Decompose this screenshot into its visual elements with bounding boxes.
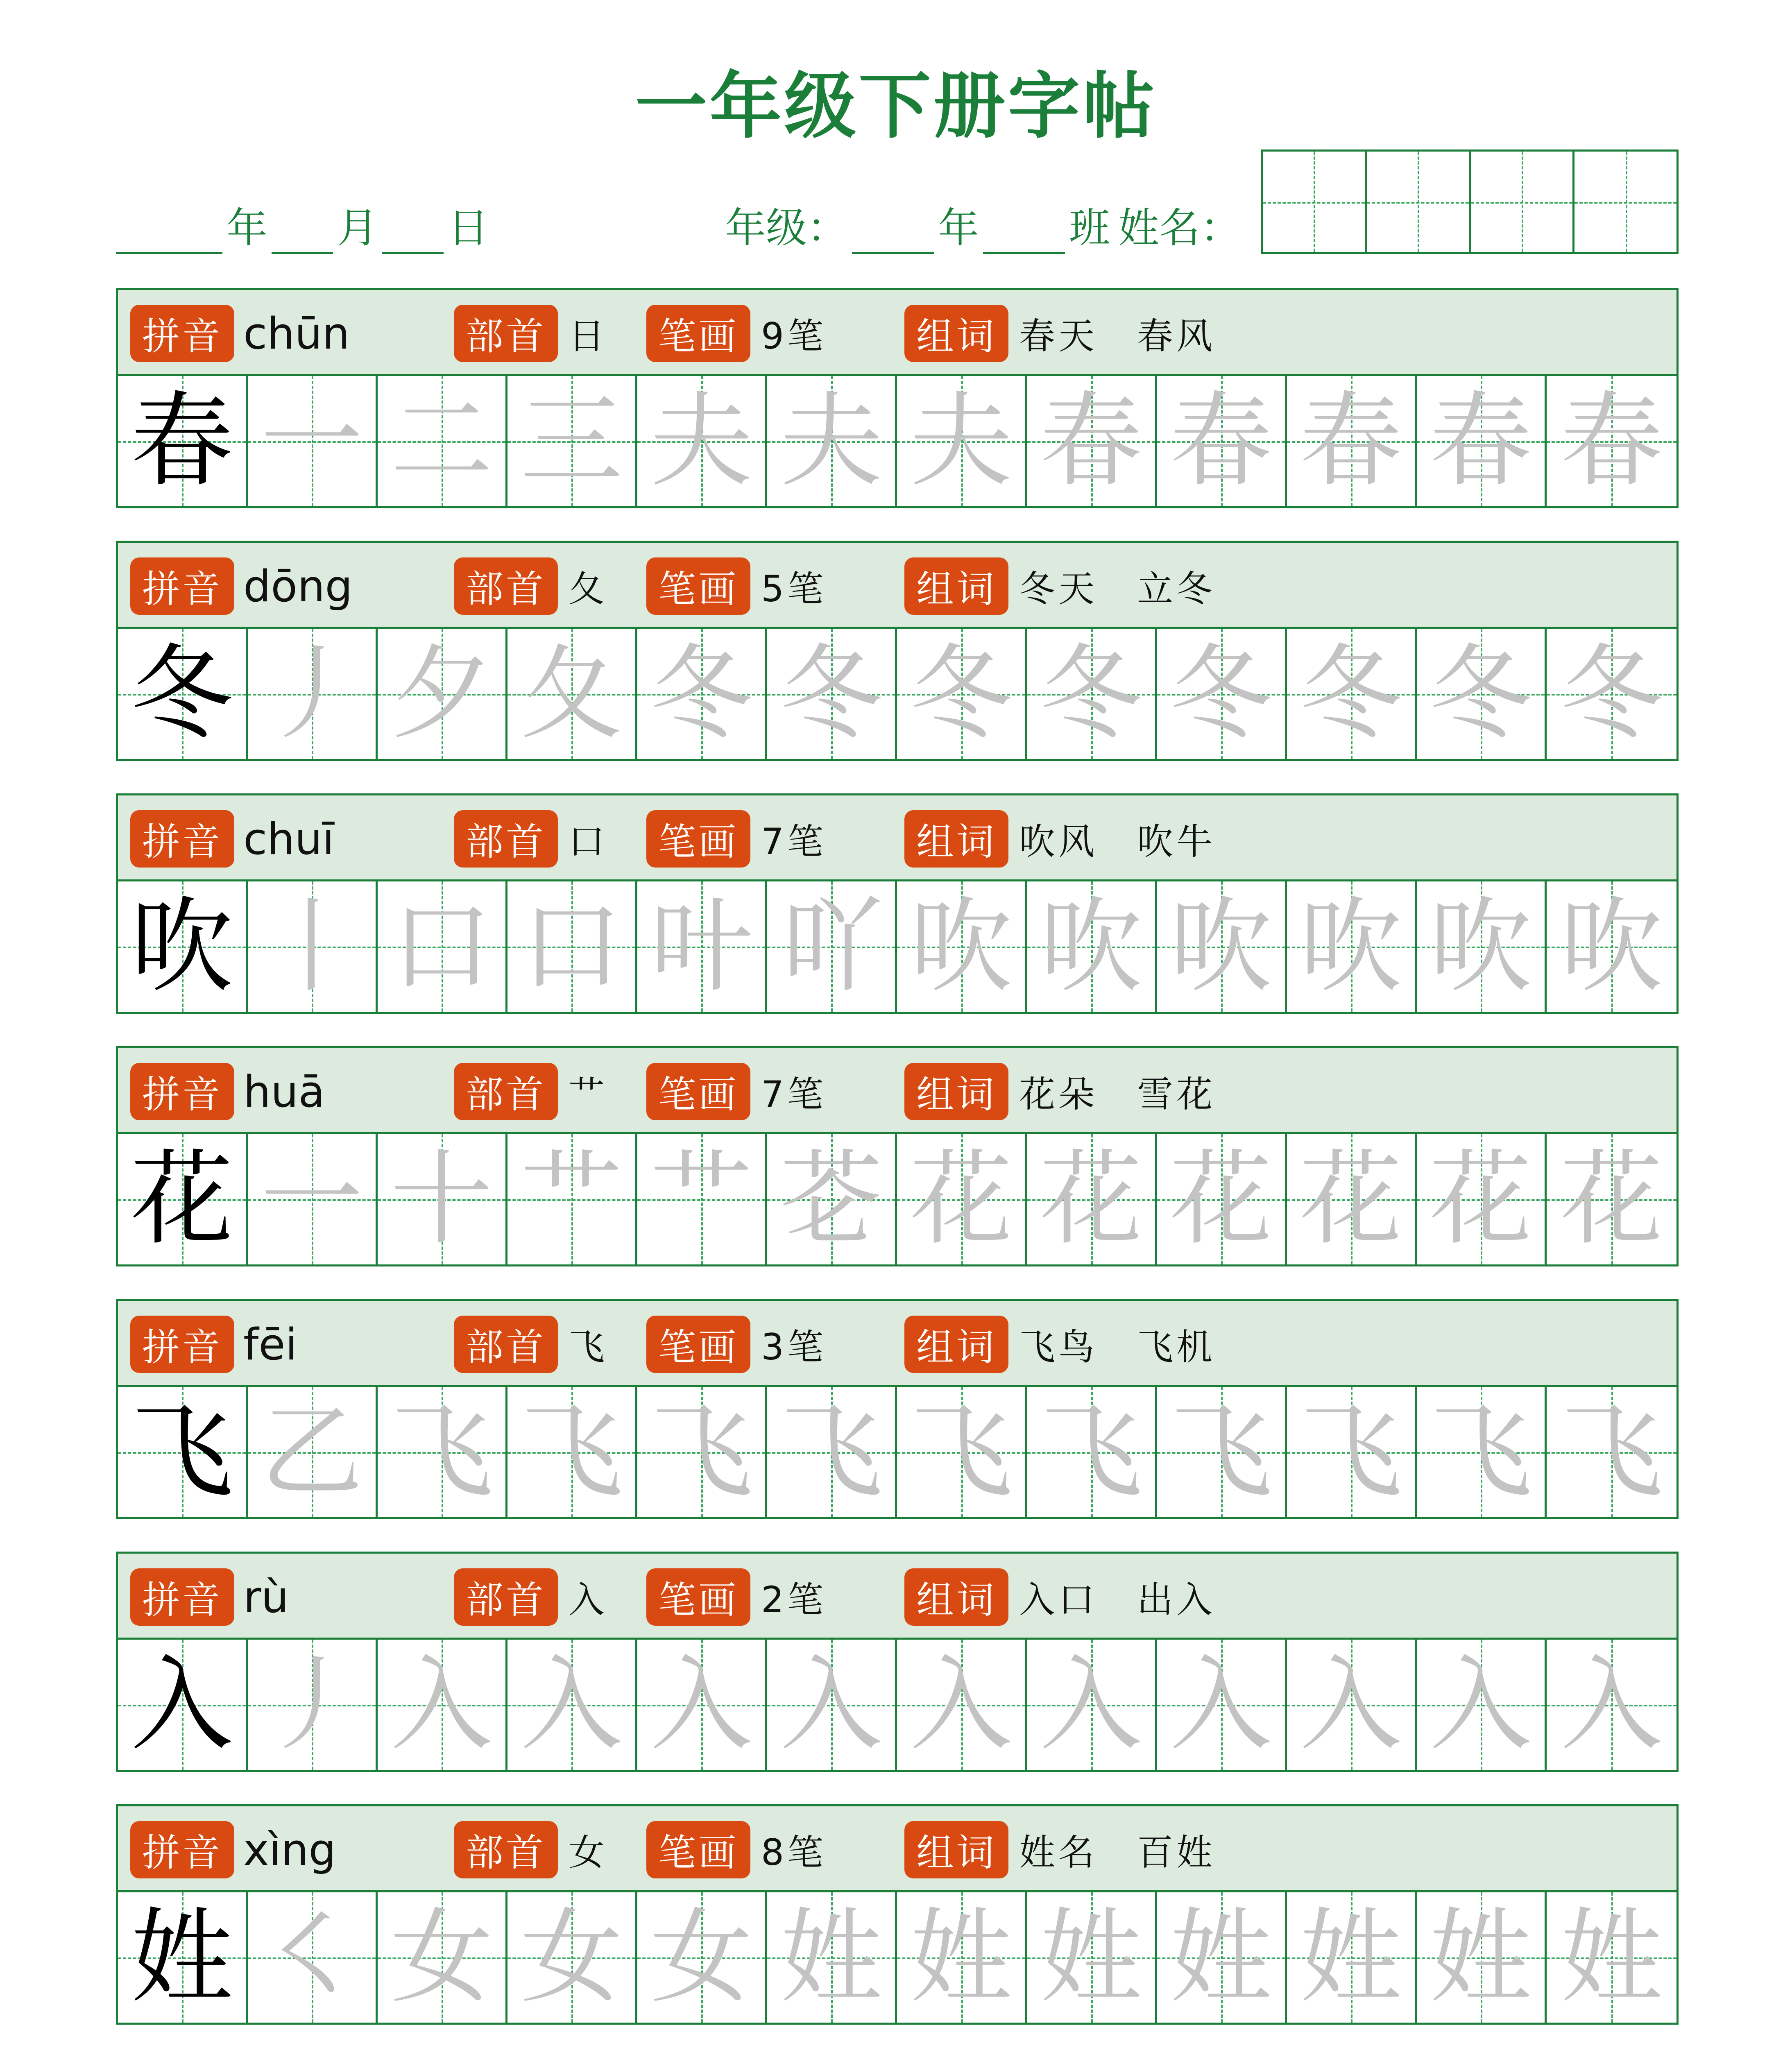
trace-stroke-character: 入 bbox=[390, 1645, 493, 1764]
trace-stroke-character: 冬 bbox=[1169, 634, 1272, 753]
trace-cell[interactable] bbox=[248, 1134, 378, 1264]
trace-stroke-character: 冬 bbox=[1560, 634, 1663, 753]
trace-stroke-character: 芲 bbox=[780, 1140, 883, 1259]
trace-stroke-character: 飞 bbox=[1560, 1392, 1663, 1511]
trace-stroke-character: 冬 bbox=[650, 634, 753, 753]
strokes-value: 7笔 bbox=[761, 820, 827, 863]
trace-stroke-character: 姓 bbox=[1560, 1898, 1663, 2017]
practice-block bbox=[116, 1299, 1679, 1519]
practice-header bbox=[118, 1301, 1676, 1387]
trace-stroke-character: 夕 bbox=[390, 634, 493, 753]
trace-stroke-character: 冬 bbox=[910, 634, 1013, 753]
trace-stroke-character: 姓 bbox=[1429, 1898, 1532, 2017]
trace-cell[interactable] bbox=[767, 881, 897, 1012]
pinyin-tag: 拼音 bbox=[130, 557, 234, 615]
trace-cell[interactable] bbox=[767, 1892, 897, 2023]
trace-stroke-character: 乙 bbox=[261, 1392, 363, 1511]
strokes-value: 8笔 bbox=[761, 1831, 827, 1874]
trace-stroke-character: 入 bbox=[1560, 1645, 1663, 1764]
trace-stroke-character: 女 bbox=[520, 1898, 623, 2017]
radical-tag: 部首 bbox=[454, 305, 558, 362]
trace-stroke-character: 飞 bbox=[910, 1392, 1013, 1511]
trace-stroke-character: 夫 bbox=[910, 381, 1013, 501]
date-line bbox=[116, 193, 493, 254]
words-tag: 组词 bbox=[904, 1568, 1008, 1626]
trace-stroke-character: 花 bbox=[1169, 1140, 1272, 1259]
trace-cell[interactable] bbox=[507, 629, 637, 759]
trace-cell[interactable] bbox=[767, 376, 897, 506]
words-value: 吹风 吹牛 bbox=[1019, 820, 1216, 863]
practice-block bbox=[116, 288, 1679, 508]
strokes-value: 3笔 bbox=[761, 1326, 827, 1368]
trace-stroke-character: 花 bbox=[910, 1140, 1013, 1259]
trace-stroke-character: 春 bbox=[1169, 381, 1272, 501]
trace-stroke-character: 吹 bbox=[1299, 887, 1402, 1006]
strokes-value: 2笔 bbox=[761, 1579, 827, 1621]
practice-block bbox=[116, 1046, 1679, 1266]
trace-stroke-character: ㇛ bbox=[261, 1898, 363, 2017]
trace-cell[interactable] bbox=[1027, 376, 1157, 506]
trace-stroke-character: 花 bbox=[1560, 1140, 1663, 1259]
name-cell[interactable] bbox=[1471, 152, 1575, 252]
pinyin-tag: 拼音 bbox=[130, 1063, 234, 1120]
radical-tag: 部首 bbox=[454, 1568, 558, 1626]
trace-cell[interactable] bbox=[637, 376, 767, 506]
trace-stroke-character: 口 bbox=[390, 887, 493, 1006]
strokes-value: 7笔 bbox=[761, 1073, 827, 1115]
trace-stroke-character: 飞 bbox=[1429, 1392, 1532, 1511]
class-blank[interactable] bbox=[983, 215, 1065, 254]
strokes-tag: 笔画 bbox=[646, 1568, 750, 1626]
trace-stroke-character: 飞 bbox=[1299, 1392, 1402, 1511]
trace-cell[interactable] bbox=[248, 1892, 378, 2023]
model-character-cell bbox=[118, 881, 248, 1012]
pinyin-tag: 拼音 bbox=[130, 1821, 234, 1878]
trace-stroke-character: 丿 bbox=[261, 1645, 363, 1764]
trace-stroke-character: 花 bbox=[1429, 1140, 1532, 1259]
trace-cell[interactable] bbox=[1157, 629, 1287, 759]
trace-cell[interactable] bbox=[507, 376, 637, 506]
radical-tag: 部首 bbox=[454, 1821, 558, 1878]
model-character: 花 bbox=[131, 1140, 233, 1259]
trace-stroke-character: 夫 bbox=[650, 381, 753, 501]
day-label: 日 bbox=[448, 204, 489, 252]
model-character: 春 bbox=[131, 381, 233, 501]
trace-cell[interactable] bbox=[1027, 1387, 1157, 1517]
trace-stroke-character: 姓 bbox=[780, 1898, 883, 2017]
trace-cell[interactable] bbox=[1547, 376, 1676, 506]
trace-cell[interactable] bbox=[507, 1892, 637, 2023]
model-character-cell bbox=[118, 1892, 248, 2023]
trace-cell[interactable] bbox=[1417, 881, 1547, 1012]
trace-stroke-character: 姓 bbox=[1169, 1898, 1272, 2017]
trace-cell[interactable] bbox=[1157, 376, 1287, 506]
practice-header bbox=[118, 1806, 1676, 1892]
pinyin-tag: 拼音 bbox=[130, 810, 234, 868]
trace-cell[interactable] bbox=[378, 376, 507, 506]
year-blank[interactable] bbox=[116, 215, 222, 254]
practice-block bbox=[116, 541, 1679, 761]
trace-stroke-character: 飞 bbox=[1169, 1392, 1272, 1511]
trace-cell[interactable] bbox=[378, 1892, 507, 2023]
pinyin-tag: 拼音 bbox=[130, 305, 234, 362]
model-character: 入 bbox=[131, 1645, 233, 1764]
trace-cell[interactable] bbox=[248, 1387, 378, 1517]
radical-value: 女 bbox=[569, 1831, 608, 1874]
trace-stroke-character: 丿 bbox=[261, 634, 363, 753]
trace-stroke-character: 吹 bbox=[910, 887, 1013, 1006]
strokes-tag: 笔画 bbox=[646, 1821, 750, 1878]
strokes-tag: 笔画 bbox=[646, 1316, 750, 1373]
pinyin-value: chuī bbox=[243, 813, 335, 864]
trace-stroke-character: 冬 bbox=[1429, 634, 1532, 753]
writing-grid-row bbox=[118, 1387, 1676, 1517]
strokes-value: 9笔 bbox=[761, 315, 827, 357]
trace-cell[interactable] bbox=[378, 1134, 507, 1264]
trace-cell[interactable] bbox=[507, 881, 637, 1012]
trace-cell[interactable] bbox=[1547, 881, 1676, 1012]
radical-tag: 部首 bbox=[454, 1063, 558, 1120]
trace-stroke-character: 飞 bbox=[780, 1392, 883, 1511]
trace-cell[interactable] bbox=[1547, 1387, 1676, 1517]
trace-cell[interactable] bbox=[378, 629, 507, 759]
practice-header bbox=[118, 543, 1676, 629]
trace-stroke-character: 花 bbox=[1040, 1140, 1142, 1259]
trace-cell[interactable] bbox=[637, 1892, 767, 2023]
practice-header bbox=[118, 795, 1676, 881]
writing-grid-row bbox=[118, 881, 1676, 1012]
trace-cell[interactable] bbox=[248, 376, 378, 506]
strokes-tag: 笔画 bbox=[646, 557, 750, 615]
pinyin-tag: 拼音 bbox=[130, 1316, 234, 1373]
pinyin-value: chūn bbox=[243, 308, 350, 359]
class-label: 班 bbox=[1069, 204, 1110, 252]
model-character-cell bbox=[118, 629, 248, 759]
trace-cell[interactable] bbox=[1157, 1387, 1287, 1517]
trace-stroke-character: 春 bbox=[1429, 381, 1532, 501]
month-label: 月 bbox=[337, 204, 378, 252]
trace-stroke-character: 冬 bbox=[1299, 634, 1402, 753]
pinyin-value: dōng bbox=[243, 561, 353, 612]
trace-stroke-character: 姓 bbox=[1040, 1898, 1142, 2017]
trace-cell[interactable] bbox=[897, 629, 1027, 759]
trace-cell[interactable] bbox=[767, 1640, 897, 1770]
trace-stroke-character: 入 bbox=[1429, 1645, 1532, 1764]
trace-cell[interactable] bbox=[637, 881, 767, 1012]
radical-value: 日 bbox=[569, 315, 608, 357]
name-cell[interactable] bbox=[1575, 152, 1676, 252]
trace-cell[interactable] bbox=[248, 1640, 378, 1770]
strokes-tag: 笔画 bbox=[646, 305, 750, 362]
trace-cell[interactable] bbox=[767, 629, 897, 759]
name-cell[interactable] bbox=[1263, 152, 1367, 252]
trace-cell[interactable] bbox=[1417, 629, 1547, 759]
practice-header bbox=[118, 1554, 1676, 1640]
trace-cell[interactable] bbox=[1547, 1892, 1676, 2023]
words-tag: 组词 bbox=[904, 1063, 1008, 1120]
trace-cell[interactable] bbox=[897, 376, 1027, 506]
trace-cell[interactable] bbox=[1157, 881, 1287, 1012]
trace-stroke-character: 吹 bbox=[1560, 887, 1663, 1006]
trace-stroke-character: 一 bbox=[261, 1140, 363, 1259]
words-tag: 组词 bbox=[904, 1316, 1008, 1373]
grade-label: 年级： bbox=[725, 204, 848, 252]
trace-cell[interactable] bbox=[637, 629, 767, 759]
trace-cell[interactable] bbox=[378, 1387, 507, 1517]
trace-stroke-character: 冬 bbox=[1040, 634, 1142, 753]
radical-value: 口 bbox=[569, 820, 608, 863]
practice-header bbox=[118, 1048, 1676, 1134]
trace-cell[interactable] bbox=[1157, 1640, 1287, 1770]
trace-stroke-character: 艹 bbox=[520, 1140, 623, 1259]
trace-stroke-character: 冬 bbox=[780, 634, 883, 753]
pinyin-tag: 拼音 bbox=[130, 1568, 234, 1626]
trace-cell[interactable] bbox=[1157, 1892, 1287, 2023]
model-character-cell bbox=[118, 376, 248, 506]
model-character-cell bbox=[118, 1640, 248, 1770]
model-character-cell bbox=[118, 1134, 248, 1264]
trace-cell[interactable] bbox=[1027, 1134, 1157, 1264]
trace-cell[interactable] bbox=[1027, 629, 1157, 759]
trace-cell[interactable] bbox=[1417, 1134, 1547, 1264]
model-character-cell bbox=[118, 1387, 248, 1517]
trace-stroke-character: 夂 bbox=[520, 634, 623, 753]
words-value: 姓名 百姓 bbox=[1019, 1831, 1216, 1874]
trace-cell[interactable] bbox=[1287, 1640, 1417, 1770]
strokes-tag: 笔画 bbox=[646, 810, 750, 868]
trace-stroke-character: 吹 bbox=[1429, 887, 1532, 1006]
name-label: 姓名： bbox=[1118, 204, 1241, 252]
trace-cell[interactable] bbox=[1417, 1640, 1547, 1770]
trace-stroke-character: 二 bbox=[390, 381, 493, 501]
trace-cell[interactable] bbox=[1027, 881, 1157, 1012]
trace-cell[interactable] bbox=[1287, 376, 1417, 506]
practice-block bbox=[116, 1804, 1679, 2025]
writing-grid-row bbox=[118, 629, 1676, 759]
trace-cell[interactable] bbox=[1547, 1640, 1676, 1770]
writing-grid-row bbox=[118, 1892, 1676, 2023]
trace-cell[interactable] bbox=[248, 629, 378, 759]
radical-tag: 部首 bbox=[454, 557, 558, 615]
words-tag: 组词 bbox=[904, 557, 1008, 615]
trace-stroke-character: 飞 bbox=[520, 1392, 623, 1511]
writing-grid-row bbox=[118, 376, 1676, 506]
radical-value: 入 bbox=[569, 1579, 608, 1621]
trace-cell[interactable] bbox=[378, 1640, 507, 1770]
words-value: 飞鸟 飞机 bbox=[1019, 1326, 1216, 1368]
trace-stroke-character: 女 bbox=[390, 1898, 493, 2017]
trace-cell[interactable] bbox=[378, 881, 507, 1012]
trace-stroke-character: 飞 bbox=[650, 1392, 753, 1511]
pinyin-value: xìng bbox=[243, 1824, 336, 1875]
trace-cell[interactable] bbox=[1547, 629, 1676, 759]
pinyin-value: rù bbox=[243, 1572, 289, 1622]
trace-stroke-character: 姓 bbox=[1299, 1898, 1402, 2017]
trace-cell[interactable] bbox=[897, 881, 1027, 1012]
trace-stroke-character: 一 bbox=[261, 381, 363, 501]
words-value: 入口 出入 bbox=[1019, 1579, 1216, 1621]
grade-year-label: 年 bbox=[938, 204, 979, 252]
trace-cell[interactable] bbox=[507, 1387, 637, 1517]
trace-stroke-character: 飞 bbox=[390, 1392, 493, 1511]
grade-line bbox=[721, 193, 1245, 254]
trace-stroke-character: 入 bbox=[520, 1645, 623, 1764]
pinyin-value: fēi bbox=[243, 1319, 297, 1370]
model-character: 吹 bbox=[131, 887, 233, 1006]
trace-cell[interactable] bbox=[1157, 1134, 1287, 1264]
month-blank[interactable] bbox=[272, 215, 333, 254]
name-writing-grid[interactable] bbox=[1261, 150, 1679, 254]
trace-cell[interactable] bbox=[1287, 1892, 1417, 2023]
pinyin-value: huā bbox=[243, 1066, 325, 1117]
model-character: 姓 bbox=[131, 1898, 233, 2017]
trace-cell[interactable] bbox=[1417, 376, 1547, 506]
page-title: 一年级下册字帖 bbox=[635, 64, 1157, 148]
trace-stroke-character: 春 bbox=[1560, 381, 1663, 501]
trace-cell[interactable] bbox=[767, 1134, 897, 1264]
trace-cell[interactable] bbox=[1287, 629, 1417, 759]
trace-stroke-character: 吹 bbox=[1169, 887, 1272, 1006]
radical-value: 夂 bbox=[569, 568, 608, 610]
trace-cell[interactable] bbox=[897, 1892, 1027, 2023]
trace-stroke-character: 吖 bbox=[780, 887, 883, 1006]
trace-stroke-character: 入 bbox=[650, 1645, 753, 1764]
trace-cell[interactable] bbox=[637, 1134, 767, 1264]
trace-stroke-character: 艹 bbox=[650, 1140, 753, 1259]
trace-cell[interactable] bbox=[637, 1640, 767, 1770]
radical-value: 艹 bbox=[569, 1073, 608, 1115]
writing-grid-row bbox=[118, 1640, 1676, 1770]
name-cell[interactable] bbox=[1367, 152, 1471, 252]
radical-value: 飞 bbox=[569, 1326, 608, 1368]
words-tag: 组词 bbox=[904, 1821, 1008, 1878]
words-tag: 组词 bbox=[904, 305, 1008, 362]
practice-block bbox=[116, 793, 1679, 1014]
trace-stroke-character: 三 bbox=[520, 381, 623, 501]
trace-cell[interactable] bbox=[1417, 1387, 1547, 1517]
radical-tag: 部首 bbox=[454, 810, 558, 868]
trace-cell[interactable] bbox=[767, 1387, 897, 1517]
trace-stroke-character: 口 bbox=[520, 887, 623, 1006]
trace-cell[interactable] bbox=[897, 1640, 1027, 1770]
trace-stroke-character: 入 bbox=[1169, 1645, 1272, 1764]
practice-block bbox=[116, 1552, 1679, 1772]
model-character: 冬 bbox=[131, 634, 233, 753]
strokes-value: 5笔 bbox=[761, 568, 827, 610]
day-blank[interactable] bbox=[382, 215, 444, 254]
trace-stroke-character: 叶 bbox=[650, 887, 753, 1006]
trace-cell[interactable] bbox=[897, 1387, 1027, 1517]
trace-stroke-character: 春 bbox=[1299, 381, 1402, 501]
trace-stroke-character: 姓 bbox=[910, 1898, 1013, 2017]
trace-cell[interactable] bbox=[507, 1134, 637, 1264]
practice-header bbox=[118, 290, 1676, 376]
trace-stroke-character: 入 bbox=[910, 1645, 1013, 1764]
trace-cell[interactable] bbox=[1287, 881, 1417, 1012]
trace-stroke-character: 春 bbox=[1040, 381, 1142, 501]
radical-tag: 部首 bbox=[454, 1316, 558, 1373]
words-value: 花朵 雪花 bbox=[1019, 1073, 1216, 1115]
trace-stroke-character: 夫 bbox=[780, 381, 883, 501]
strokes-tag: 笔画 bbox=[646, 1063, 750, 1120]
trace-stroke-character: 入 bbox=[780, 1645, 883, 1764]
words-value: 春天 春风 bbox=[1019, 315, 1216, 357]
trace-stroke-character: 丨 bbox=[261, 887, 363, 1006]
trace-cell[interactable] bbox=[507, 1640, 637, 1770]
trace-stroke-character: 花 bbox=[1299, 1140, 1402, 1259]
trace-cell[interactable] bbox=[1287, 1134, 1417, 1264]
trace-cell[interactable] bbox=[1417, 1892, 1547, 2023]
year-label: 年 bbox=[227, 204, 267, 252]
trace-stroke-character: 入 bbox=[1040, 1645, 1142, 1764]
trace-stroke-character: 女 bbox=[650, 1898, 753, 2017]
trace-cell[interactable] bbox=[1027, 1640, 1157, 1770]
trace-cell[interactable] bbox=[1287, 1387, 1417, 1517]
trace-cell[interactable] bbox=[248, 881, 378, 1012]
words-tag: 组词 bbox=[904, 810, 1008, 868]
trace-stroke-character: 吹 bbox=[1040, 887, 1142, 1006]
words-value: 冬天 立冬 bbox=[1019, 568, 1216, 610]
trace-cell[interactable] bbox=[637, 1387, 767, 1517]
trace-cell[interactable] bbox=[1547, 1134, 1676, 1264]
trace-stroke-character: 飞 bbox=[1040, 1392, 1142, 1511]
trace-cell[interactable] bbox=[897, 1134, 1027, 1264]
model-character: 飞 bbox=[131, 1392, 233, 1511]
trace-stroke-character: 十 bbox=[390, 1140, 493, 1259]
trace-stroke-character: 入 bbox=[1299, 1645, 1402, 1764]
grade-year-blank[interactable] bbox=[852, 215, 934, 254]
writing-grid-row bbox=[118, 1134, 1676, 1264]
trace-cell[interactable] bbox=[1027, 1892, 1157, 2023]
